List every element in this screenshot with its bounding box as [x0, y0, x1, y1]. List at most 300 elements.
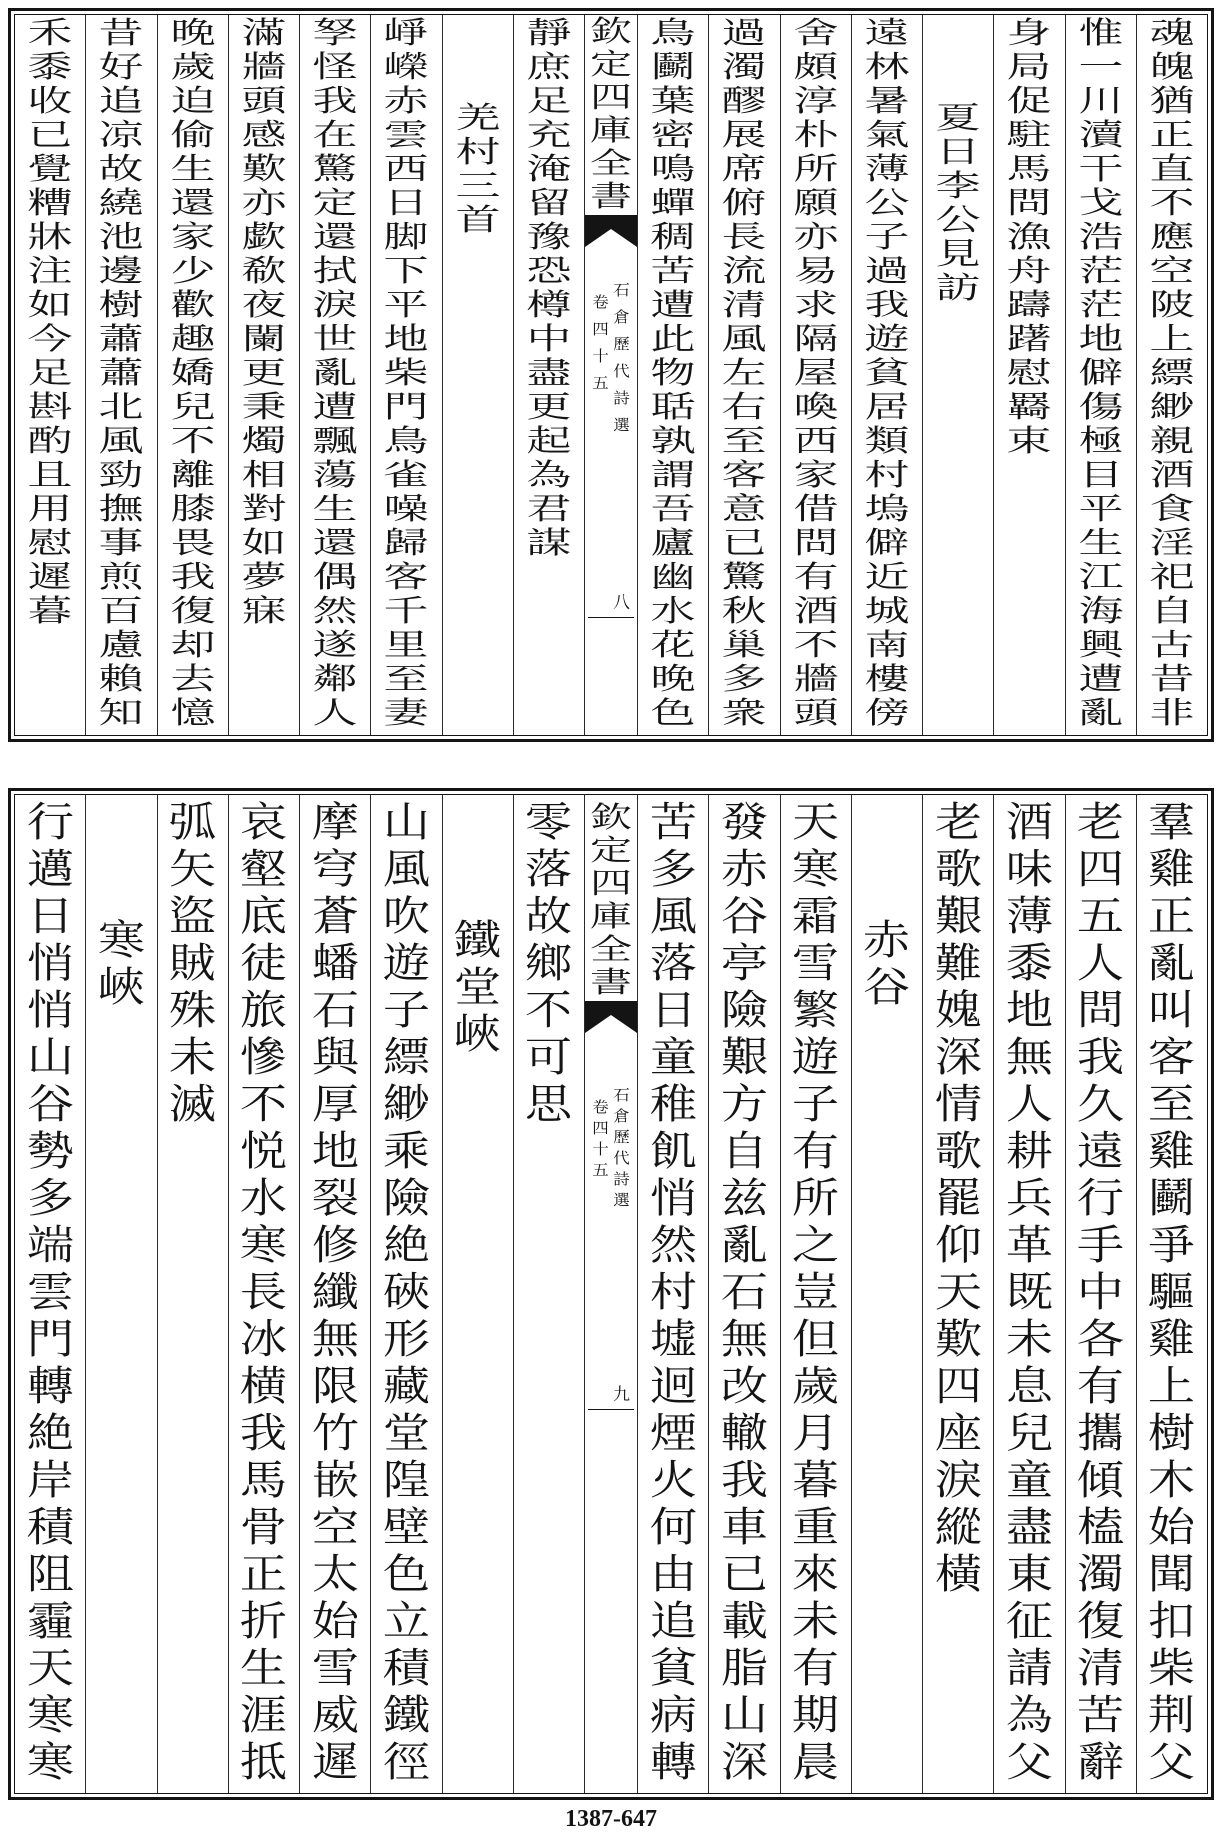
character: 峽	[97, 962, 145, 1011]
column-text	[650, 799, 697, 1786]
character: 易	[793, 254, 839, 289]
character: 立	[382, 1597, 430, 1645]
character: 與	[311, 1033, 359, 1081]
character: 纖	[311, 1268, 359, 1316]
leaf-number-rule	[588, 617, 634, 618]
character: 改	[720, 1362, 768, 1410]
character: 好	[98, 50, 144, 85]
character: 問	[1077, 986, 1125, 1034]
character: 始	[1148, 1503, 1196, 1551]
character: 有	[1077, 1362, 1125, 1410]
character: 緲	[382, 1080, 430, 1128]
character: 自	[720, 1127, 768, 1175]
character: 鄰	[312, 662, 358, 697]
character: 鳥	[383, 424, 429, 459]
character: 村	[455, 135, 501, 170]
character: 千	[383, 594, 429, 629]
column-text	[1078, 17, 1123, 731]
character: 魄	[1149, 50, 1195, 85]
character: 老	[1077, 798, 1125, 846]
character: 征	[1005, 1597, 1053, 1645]
character: 客	[1148, 1033, 1196, 1081]
character: 抵	[240, 1738, 288, 1786]
character: 味	[1005, 845, 1053, 893]
character: 賊	[169, 939, 217, 987]
character: 代	[613, 1149, 630, 1167]
character: 選	[613, 1191, 630, 1209]
character: 遂	[312, 628, 358, 663]
character: 日	[649, 986, 697, 1034]
character: 君	[526, 492, 572, 527]
juan-number	[592, 289, 609, 439]
column-text	[170, 17, 215, 731]
character: 貧	[649, 1644, 697, 1692]
character: 兹	[720, 1174, 768, 1222]
character: 門	[26, 1315, 74, 1363]
character: 酒	[793, 594, 839, 629]
character: 魂	[1149, 16, 1195, 51]
character: 兒	[170, 390, 216, 425]
character: 相	[241, 458, 287, 493]
character: 飢	[649, 1127, 697, 1175]
character: 恐	[526, 254, 572, 289]
character: 吾	[650, 492, 696, 527]
character: 里	[383, 628, 429, 663]
character: 詩	[613, 1170, 630, 1188]
character: 林	[864, 50, 910, 85]
character: 亂	[1148, 939, 1196, 987]
character: 横	[240, 1362, 288, 1410]
character: 生	[312, 492, 358, 527]
work-info	[585, 277, 637, 439]
character: 過	[721, 16, 767, 51]
character: 邊	[98, 254, 144, 289]
character: 石	[311, 986, 359, 1034]
character: 五	[592, 374, 609, 392]
character: 感	[241, 118, 287, 153]
text-column	[923, 795, 994, 1793]
character: 晨	[792, 1738, 840, 1786]
text-column	[158, 795, 229, 1793]
character: 巢	[721, 628, 767, 663]
character: 食	[1149, 492, 1195, 527]
character: 流	[721, 254, 767, 289]
character: 欷	[241, 254, 287, 289]
character: 城	[864, 594, 910, 629]
character: 子	[382, 986, 430, 1034]
character: 我	[312, 84, 358, 119]
character: 束	[1006, 424, 1052, 459]
character: 風	[721, 322, 767, 357]
character: 四	[934, 1362, 982, 1410]
column-text	[99, 17, 144, 731]
character: 還	[312, 526, 358, 561]
poem-title	[455, 102, 500, 238]
character: 身	[1006, 16, 1052, 51]
character: 雞	[1148, 1315, 1196, 1363]
character: 日	[383, 186, 429, 221]
character: 鳥	[650, 16, 696, 51]
column-text	[312, 799, 359, 1786]
character: 近	[864, 560, 910, 595]
character: 上	[1148, 1362, 1196, 1410]
character: 歎	[934, 1315, 982, 1363]
character: 弧	[169, 798, 217, 846]
character: 然	[312, 594, 358, 629]
character: 闌	[241, 322, 287, 357]
character: 在	[312, 118, 358, 153]
character: 有	[792, 1127, 840, 1175]
character: 充	[526, 118, 572, 153]
character: 全	[589, 146, 633, 180]
character: 竹	[311, 1409, 359, 1457]
character: 雲	[383, 118, 429, 153]
character: 矢	[169, 845, 217, 893]
character: 蕩	[312, 458, 358, 493]
character: 岸	[26, 1456, 74, 1504]
character: 拭	[312, 254, 358, 289]
character: 戈	[1078, 186, 1124, 221]
character: 十	[592, 1140, 609, 1158]
character: 吹	[382, 892, 430, 940]
poem-title-column	[852, 795, 923, 1793]
character: 展	[721, 118, 767, 153]
character: 由	[649, 1550, 697, 1598]
character: 谷	[720, 892, 768, 940]
character: 慰	[27, 526, 73, 561]
character: 風	[382, 845, 430, 893]
character: 躇	[1006, 322, 1052, 357]
character: 倉	[613, 1107, 630, 1125]
character: 撫	[98, 492, 144, 527]
character: 我	[720, 1456, 768, 1504]
text-column	[709, 15, 780, 735]
character: 亂	[720, 1221, 768, 1269]
leaf-center-column	[585, 15, 638, 735]
character: 方	[720, 1080, 768, 1128]
character: 黍	[1005, 939, 1053, 987]
character: 噪	[383, 492, 429, 527]
character: 罷	[934, 1174, 982, 1222]
poem-title	[936, 102, 981, 306]
character: 歌	[934, 1127, 982, 1175]
character: 極	[1078, 424, 1124, 459]
character: 未	[169, 1033, 217, 1081]
character: 雞	[1148, 845, 1196, 893]
character: 暮	[792, 1456, 840, 1504]
character: 空	[311, 1503, 359, 1551]
character: 却	[170, 628, 216, 663]
character: 迥	[649, 1362, 697, 1410]
character: 天	[934, 1268, 982, 1316]
character: 繞	[98, 186, 144, 221]
character: 公	[935, 203, 981, 238]
character: 赤	[720, 845, 768, 893]
fishtail-ornament	[585, 1001, 637, 1033]
character: 我	[864, 288, 910, 323]
character: 干	[1078, 152, 1124, 187]
character: 落	[525, 845, 573, 893]
character: 所	[792, 1174, 840, 1222]
character: 縱	[934, 1503, 982, 1551]
character: 瀆	[1078, 118, 1124, 153]
character: 淳	[793, 84, 839, 119]
character: 賴	[98, 662, 144, 697]
character: 稚	[649, 1080, 697, 1128]
character: 亂	[1078, 696, 1124, 731]
character: 童	[1005, 1456, 1053, 1504]
character: 陂	[1149, 288, 1195, 323]
character: 徑	[382, 1738, 430, 1786]
character: 故	[98, 152, 144, 187]
character: 亂	[312, 356, 358, 391]
leaf-inner-border	[14, 794, 1208, 1794]
column-text	[722, 17, 767, 731]
character: 糟	[27, 186, 73, 221]
column-text	[240, 799, 287, 1786]
character: 家	[170, 220, 216, 255]
character: 復	[1077, 1597, 1125, 1645]
character: 晚	[170, 16, 216, 51]
character: 樽	[526, 288, 572, 323]
top-leaf	[8, 8, 1214, 742]
character: 煎	[98, 560, 144, 595]
character: 直	[1149, 152, 1195, 187]
character: 孥	[312, 16, 358, 51]
character: 舍	[793, 16, 839, 51]
character: 長	[240, 1268, 288, 1316]
character: 兵	[1005, 1174, 1053, 1222]
character: 茫	[1078, 254, 1124, 289]
character: 既	[1005, 1268, 1053, 1316]
character: 未	[792, 1597, 840, 1645]
character: 羣	[1148, 798, 1196, 846]
text-column	[229, 15, 300, 735]
character: 無	[720, 1315, 768, 1363]
character: 密	[650, 118, 696, 153]
character: 行	[26, 798, 74, 846]
character: 海	[1078, 594, 1124, 629]
character: 天	[26, 1644, 74, 1692]
character: 庫	[589, 113, 633, 147]
character: 門	[383, 390, 429, 425]
character: 何	[649, 1503, 697, 1551]
character: 遭	[650, 288, 696, 323]
character: 地	[311, 1127, 359, 1175]
character: 興	[1078, 628, 1124, 663]
character: 冰	[240, 1315, 288, 1363]
character: 有	[792, 1644, 840, 1692]
column-text	[1007, 17, 1052, 459]
poem-title-column	[86, 795, 157, 1793]
character: 更	[241, 356, 287, 391]
character: 牆	[241, 50, 287, 85]
fishtail-ornament	[585, 215, 637, 247]
character: 追	[98, 84, 144, 119]
character: 用	[27, 492, 73, 527]
leaf-number: 八	[613, 593, 630, 613]
character: 物	[650, 356, 696, 391]
character: 生	[170, 152, 216, 187]
character: 局	[1006, 50, 1052, 85]
character: 谷	[863, 962, 911, 1011]
character: 求	[793, 288, 839, 323]
character: 深	[934, 1033, 982, 1081]
character: 促	[1006, 84, 1052, 119]
character: 客	[383, 560, 429, 595]
character: 廬	[650, 526, 696, 561]
character: 欽	[589, 800, 633, 834]
character: 羇	[1006, 390, 1052, 425]
character: 零	[525, 798, 573, 846]
character: 仰	[934, 1221, 982, 1269]
column-text	[384, 17, 429, 731]
character: 媿	[934, 986, 982, 1034]
character: 荆	[1148, 1691, 1196, 1739]
character: 還	[312, 220, 358, 255]
character: 葉	[650, 84, 696, 119]
poem-title	[454, 917, 501, 1058]
text-column	[514, 15, 585, 735]
character: 衆	[721, 696, 767, 731]
character: 南	[864, 628, 910, 663]
text-column	[1066, 795, 1137, 1793]
character: 苦	[1077, 1691, 1125, 1739]
character: 故	[525, 892, 573, 940]
character: 僻	[864, 526, 910, 561]
character: 遲	[311, 1738, 359, 1786]
character: 遭	[312, 390, 358, 425]
character: 孰	[650, 424, 696, 459]
character: 膝	[170, 492, 216, 527]
column-text	[935, 799, 982, 1598]
character: 薄	[1005, 892, 1053, 940]
column-text	[383, 799, 430, 1786]
character: 上	[1149, 322, 1195, 357]
character: 石	[720, 1268, 768, 1316]
character: 轉	[649, 1738, 697, 1786]
character: 正	[1148, 892, 1196, 940]
character: 乘	[382, 1127, 430, 1175]
character: 霜	[792, 892, 840, 940]
character: 太	[311, 1550, 359, 1598]
character: 赤	[383, 84, 429, 119]
leaf-inner-border	[14, 14, 1208, 736]
character: 多	[26, 1174, 74, 1222]
work-title	[613, 1085, 630, 1211]
character: 目	[1078, 458, 1124, 493]
character: 北	[98, 390, 144, 425]
character: 復	[170, 594, 216, 629]
character: 傷	[1078, 390, 1124, 425]
character: 穹	[311, 845, 359, 893]
poem-title	[98, 917, 145, 1011]
character: 悄	[649, 1174, 697, 1222]
text-column	[781, 15, 852, 735]
character: 不	[170, 424, 216, 459]
character: 亭	[720, 939, 768, 987]
character: 深	[720, 1738, 768, 1786]
character: 修	[311, 1221, 359, 1269]
character: 驚	[312, 152, 358, 187]
character: 知	[98, 696, 144, 731]
character: 燭	[241, 424, 287, 459]
character: 叫	[1148, 986, 1196, 1034]
character: 地	[383, 322, 429, 357]
character: 難	[934, 939, 982, 987]
character: 堂	[454, 962, 502, 1011]
text-column	[371, 795, 442, 1793]
character: 墟	[649, 1315, 697, 1363]
character: 脚	[383, 220, 429, 255]
character: 嬌	[170, 356, 216, 391]
character: 徒	[240, 939, 288, 987]
character: 偷	[170, 118, 216, 153]
character: 禾	[27, 16, 73, 51]
poem-title	[863, 917, 910, 1011]
character: 塢	[864, 492, 910, 527]
character: 離	[170, 458, 216, 493]
character: 旅	[240, 986, 288, 1034]
text-column	[15, 15, 86, 735]
character: 水	[650, 594, 696, 629]
character: 車	[720, 1503, 768, 1551]
character: 趣	[170, 322, 216, 357]
character: 親	[1149, 424, 1195, 459]
character: 四	[589, 80, 633, 114]
character: 酒	[1149, 458, 1195, 493]
character: 濁	[1077, 1550, 1125, 1598]
character: 絶	[382, 1221, 430, 1269]
text-column	[229, 795, 300, 1793]
column-text	[313, 17, 358, 731]
character: 滿	[241, 16, 287, 51]
character: 蕭	[98, 356, 144, 391]
character: 庶	[526, 50, 572, 85]
character: 四	[1077, 845, 1125, 893]
character: 隍	[382, 1456, 430, 1504]
character: 席	[721, 152, 767, 187]
character: 蕭	[98, 322, 144, 357]
character: 江	[1078, 560, 1124, 595]
character: 定	[589, 833, 633, 867]
character: 柴	[1148, 1644, 1196, 1692]
character: 書	[589, 179, 633, 213]
character: 重	[792, 1503, 840, 1551]
character: 氣	[864, 118, 910, 153]
character: 留	[526, 186, 572, 221]
character: 不	[525, 986, 573, 1034]
character: 駐	[1006, 118, 1052, 153]
character: 為	[1005, 1691, 1053, 1739]
character: 橫	[934, 1550, 982, 1598]
character: 無	[311, 1315, 359, 1363]
character: 淚	[312, 288, 358, 323]
character: 已	[27, 118, 73, 153]
character: 手	[1077, 1221, 1125, 1269]
character: 底	[240, 892, 288, 940]
juan-number	[592, 1097, 609, 1211]
character: 書	[589, 965, 633, 999]
character: 石	[613, 1086, 630, 1104]
character: 正	[1149, 118, 1195, 153]
character: 水	[240, 1174, 288, 1222]
text-column	[15, 795, 86, 1793]
character: 裂	[311, 1174, 359, 1222]
character: 訪	[935, 271, 981, 306]
character: 發	[720, 798, 768, 846]
character: 鐵	[454, 915, 502, 964]
